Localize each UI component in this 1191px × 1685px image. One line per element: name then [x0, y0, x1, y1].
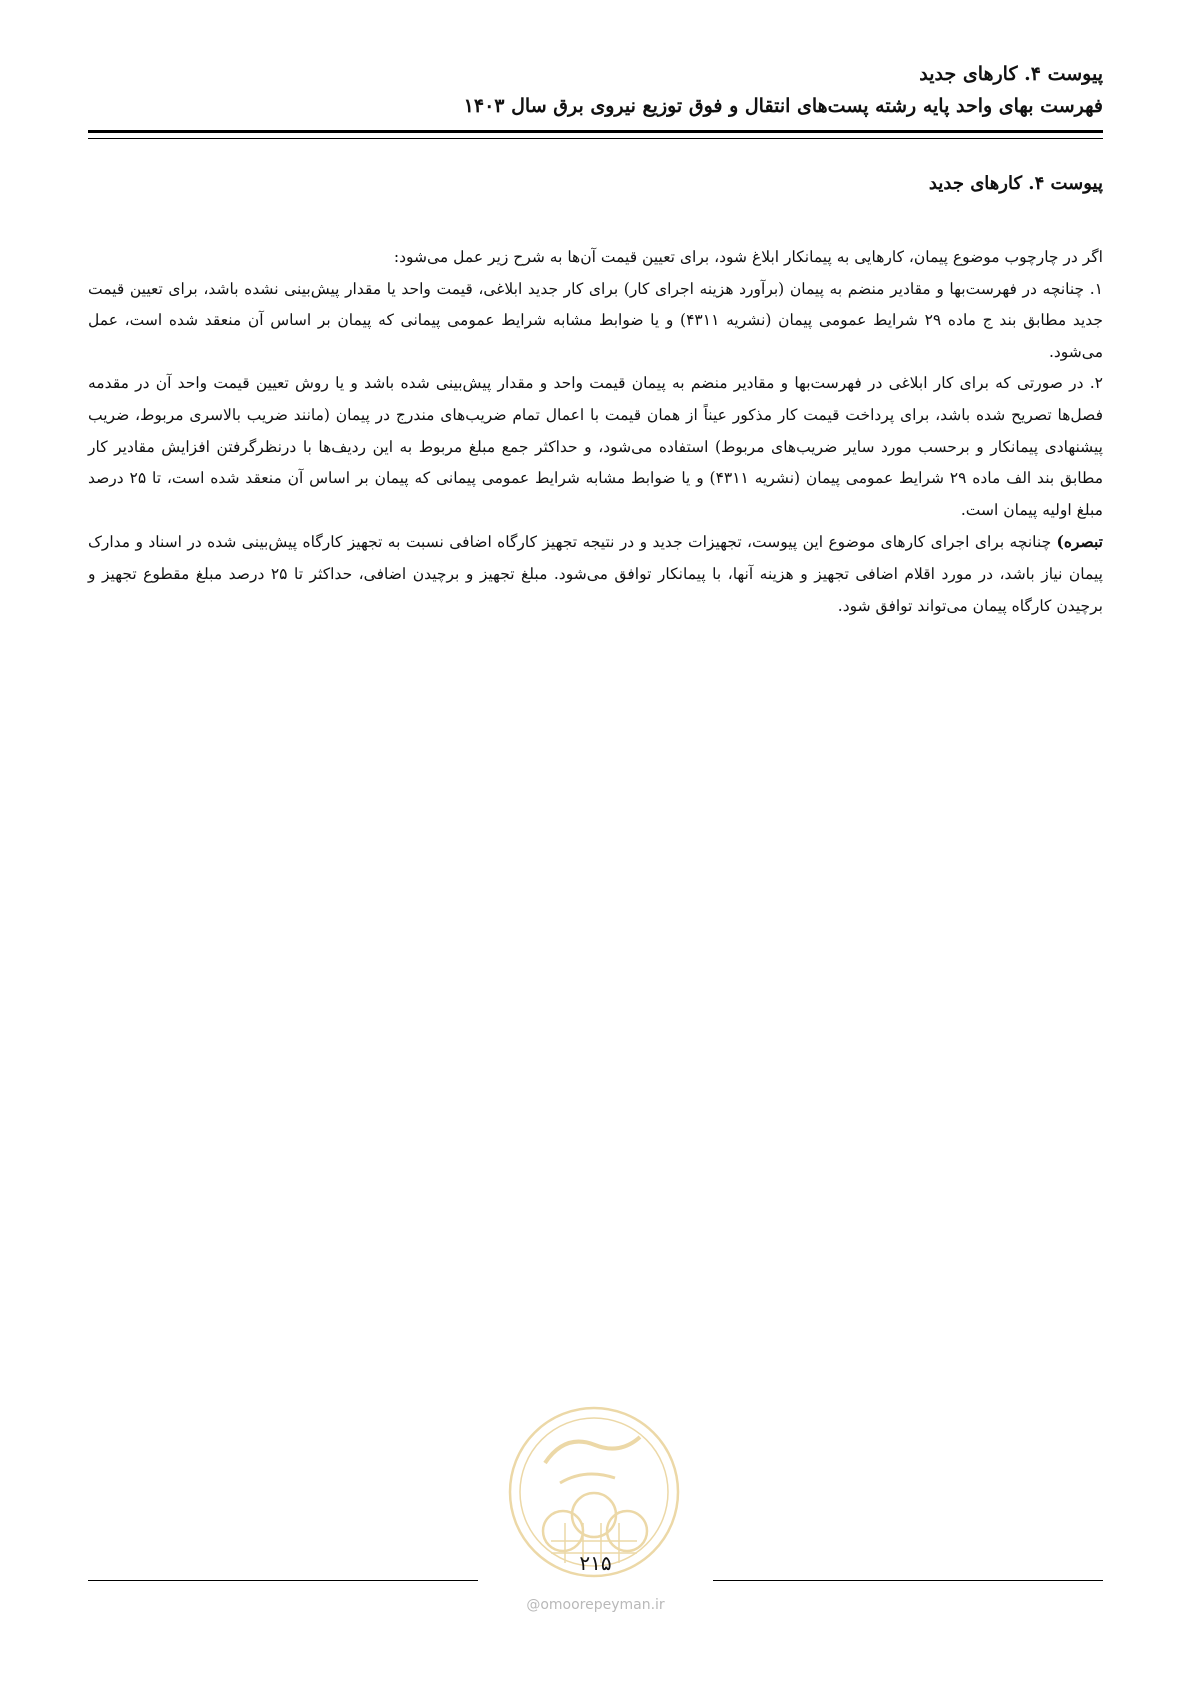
intro-paragraph: اگر در چارچوب موضوع پیمان، کارهایی به پیمانکار ابلاغ شود، برای تعیین قیمت آن‌ها به شرح زیر عمل می‌شود: [393, 248, 1103, 266]
body-text [88, 242, 1103, 622]
note-label: تبصره) [1056, 532, 1103, 552]
item-2-paragraph: ۲. در صورتی که برای کار ابلاغی در فهرست‌بها و مقادیر منضم به پیمان قیمت واحد و مقدار پیش‌بینی شده باشد و یا روش تعیین قیمت واحد آن در مقدمه فصل‌ها تصریح شده باشد، برای پرداخت قیمت کار مذکور عیناً از همان قیمت با اعمال تمام ضریب‌های مندرج در پیمان (مانند ضریب بالاسری مربوط، ضریب پیشنهادی پیمانکار و برحسب مورد سایر ضریب‌های مربوط) استفاده می‌شود، و حداکثر جمع مبلغ مربوط به این ردیف‌ها با درنظرگرفتن افزایش مقادیر کار مطابق بند الف ماده ۲۹ شرایط عمومی پیمان (نشریه ۴۳۱۱) و یا ضوابط مشابه شرایط عمومی پیمانی که پیمان بر اساس آن منعقد شده است، تا ۲۵ درصد مبلغ اولیه پیمان است. [88, 374, 1103, 519]
website-watermark: @omoorepeyman.ir [526, 1597, 665, 1613]
section-title: پیوست ۴. کارهای جدید [928, 173, 1103, 194]
header-divider [88, 130, 1103, 139]
page-number: ۲۱۵ [579, 1551, 612, 1575]
footer-divider-left [88, 1580, 478, 1581]
page-header [88, 58, 1103, 122]
header-appendix-title: پیوست ۴. کارهای جدید [919, 63, 1103, 85]
note-text: چنانچه برای اجرای کارهای موضوع این پیوست، تجهیزات جدید و در نتیجه تجهیز کارگاه اضافی نسبت به تجهیز کارگاه پیش‌بینی شده در اسناد و مدارک پیمان نیاز باشد، در مورد اقلام اضافی تجهیز و هزینه آنها، با پیمانکار توافق می‌شود. مبلغ تجهیز و برچیدن اضافی، حداکثر تا ۲۵ درصد مبلغ مقطوع تجهیز و برچیدن کارگاه پیمان می‌تواند توافق شود. [88, 533, 1103, 615]
footer-divider-right [713, 1580, 1103, 1581]
note-paragraph [88, 526, 1103, 622]
item-1-paragraph: ۱. چنانچه در فهرست‌بها و مقادیر منضم به پیمان (برآورد هزینه اجرای کار) برای کار جدید ابلاغی، قیمت واحد یا مقدار پیش‌بینی نشده باشد، برای تعیین قیمت جدید مطابق بند ج ماده ۲۹ شرایط عمومی پیمان (نشریه ۴۳۱۱) و یا ضوابط مشابه شرایط عمومی پیمانی که پیمان بر اساس آن منعقد شده است، عمل می‌شود. [88, 279, 1104, 361]
header-document-title: فهرست بهای واحد پایه رشته پست‌های انتقال و فوق توزیع نیروی برق سال ۱۴۰۳ [463, 95, 1103, 117]
